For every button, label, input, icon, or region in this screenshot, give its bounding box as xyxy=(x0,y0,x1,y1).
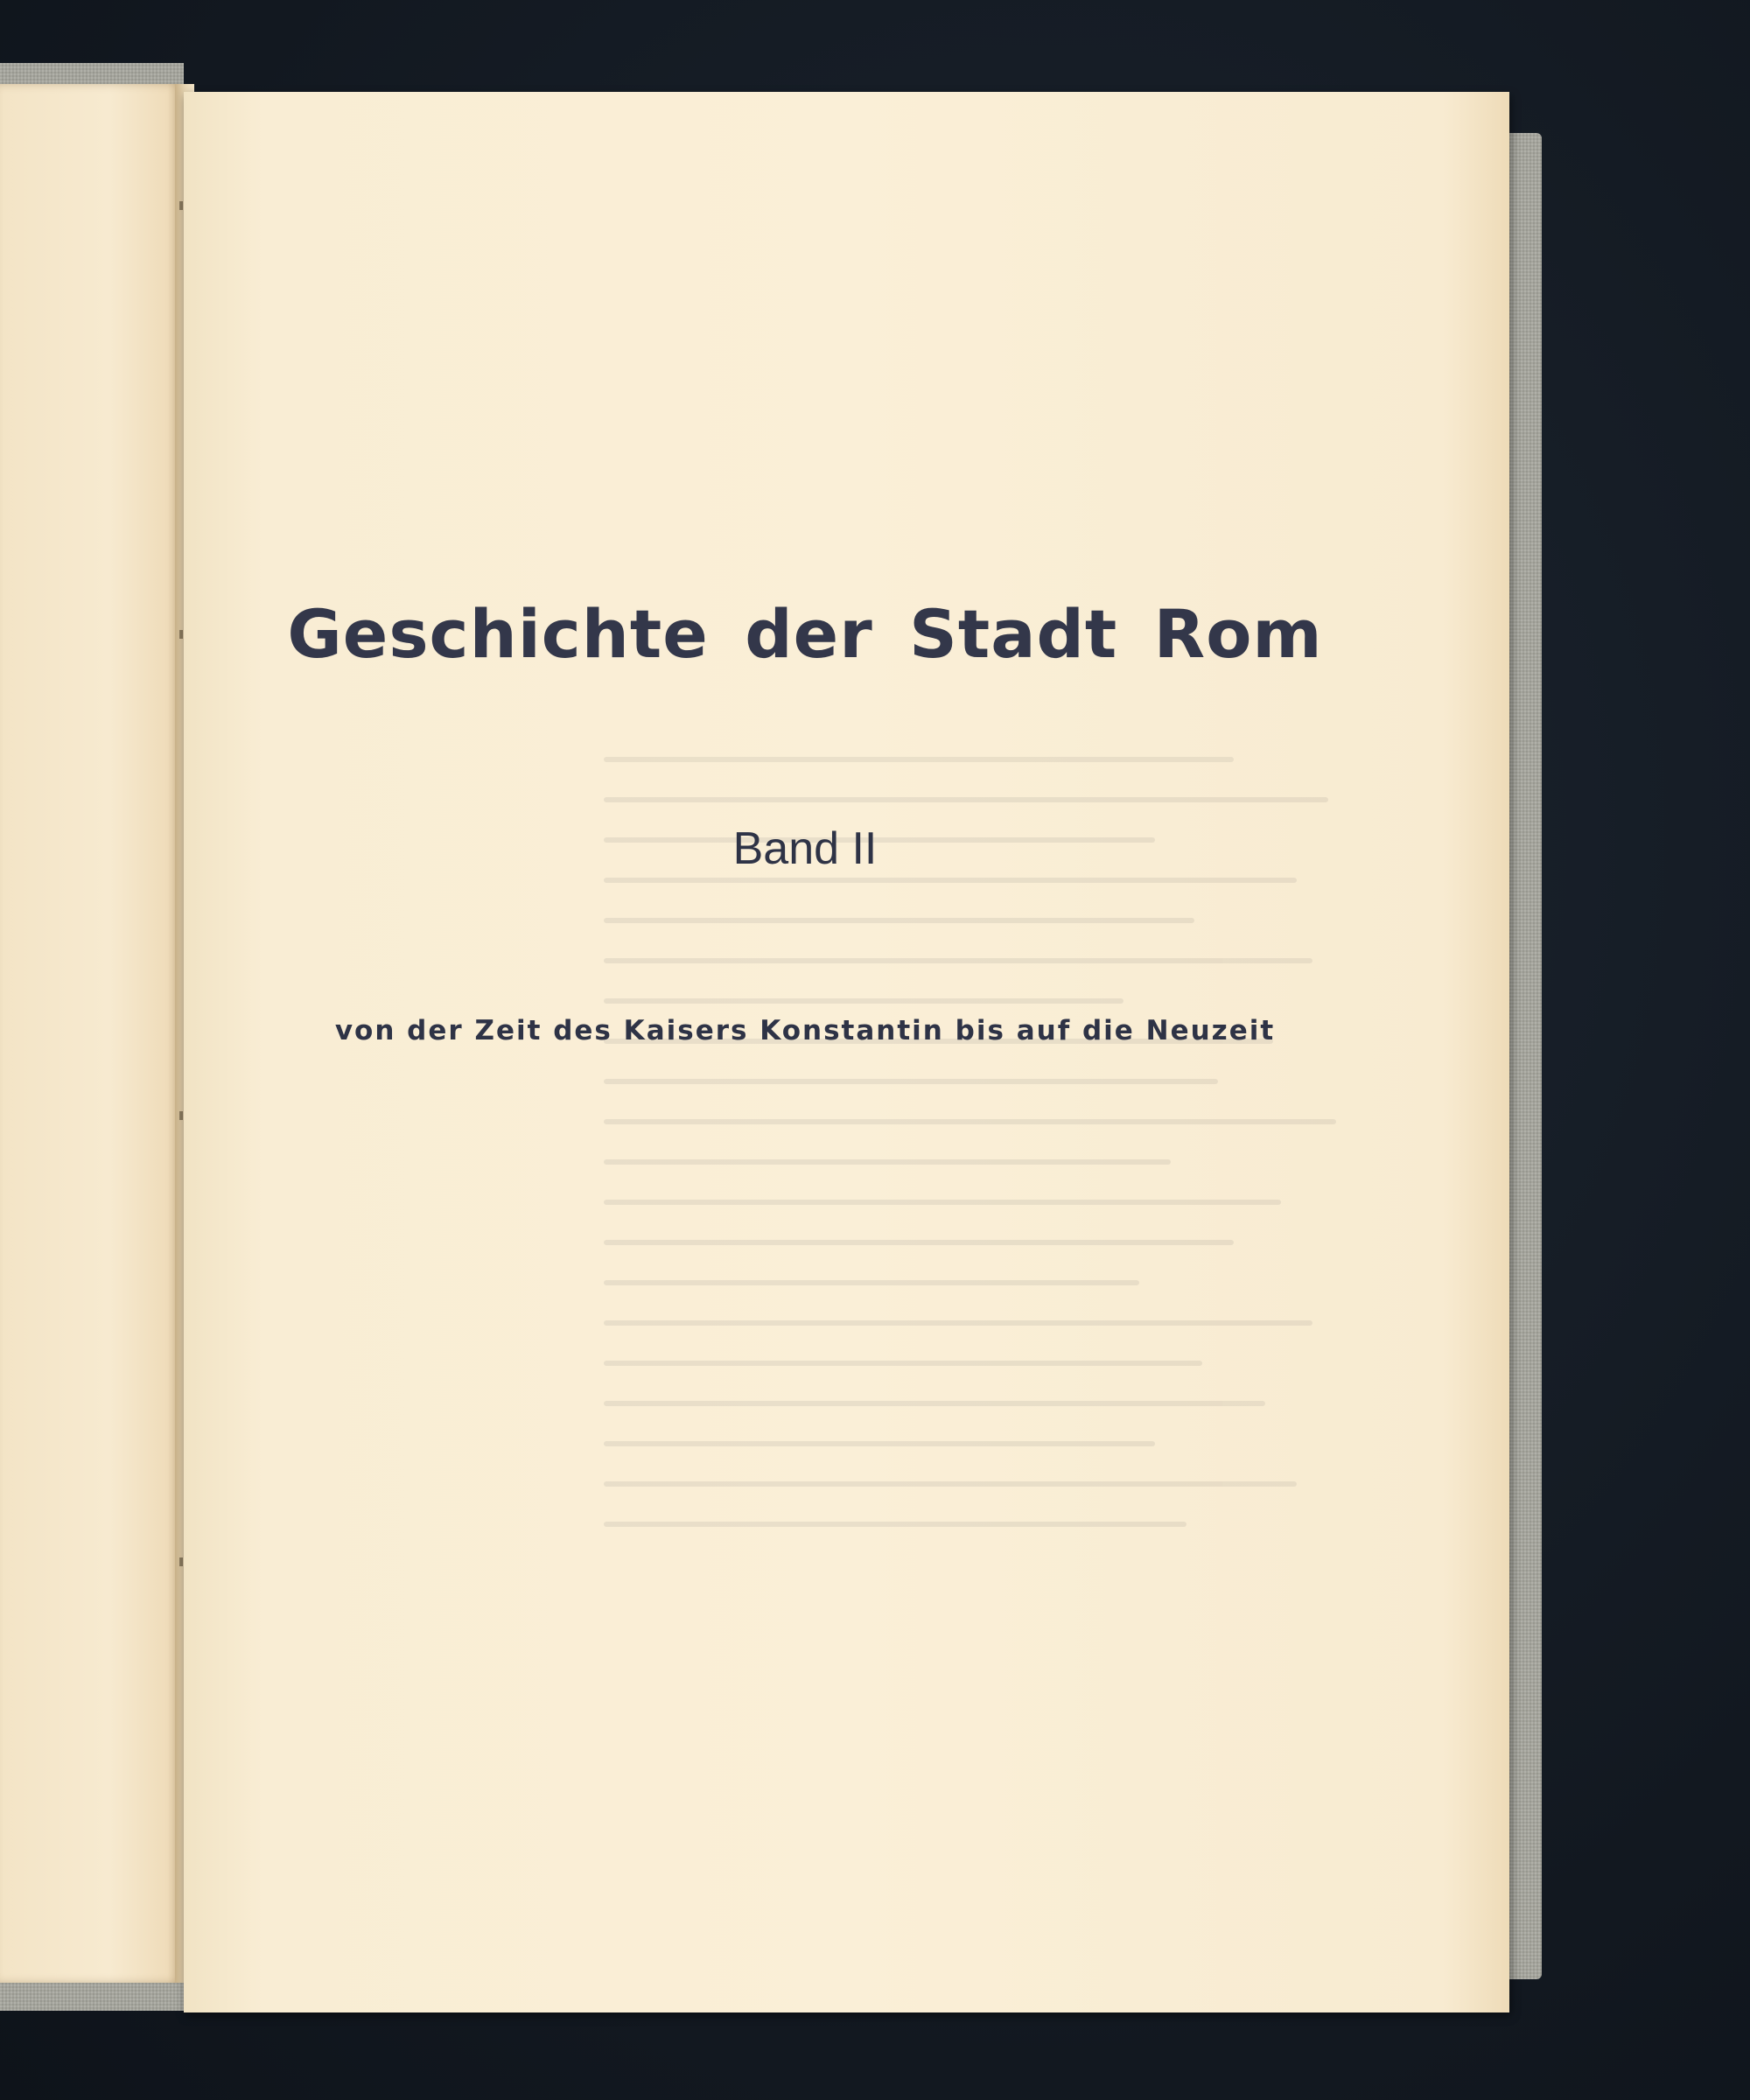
show-through xyxy=(604,757,1391,1807)
left-page xyxy=(0,84,182,1983)
volume-label: Band II xyxy=(732,823,878,874)
binding-stitch xyxy=(179,1111,183,1120)
binding-stitch xyxy=(179,630,183,639)
cover-cloth-edge xyxy=(1507,133,1542,1979)
book-title: Geschichte der Stadt Rom xyxy=(287,595,1323,673)
binding-stitch xyxy=(179,1558,183,1566)
title-page xyxy=(184,92,1509,2012)
binding-stitch xyxy=(179,201,183,210)
book-subtitle: von der Zeit des Kaisers Konstantin bis auf die Neuzeit xyxy=(334,1015,1276,1046)
